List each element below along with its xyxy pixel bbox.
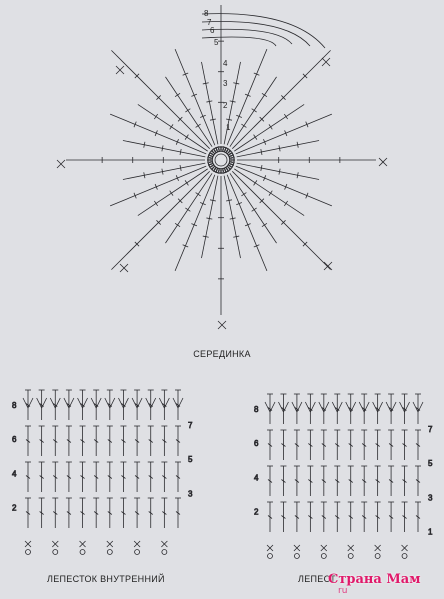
single-crochet-symbol (80, 541, 86, 547)
row-number-right: 7 (188, 421, 193, 430)
double-crochet-symbol (39, 390, 45, 420)
double-crochet-symbol (388, 502, 394, 532)
double-crochet-symbol (415, 466, 421, 496)
double-crochet-symbol (375, 466, 381, 496)
double-crochet-symbol (52, 390, 58, 420)
radial-stitch-spoke (230, 157, 377, 163)
center-ring (215, 154, 227, 166)
round-number-label: 2 (223, 101, 228, 110)
double-crochet-symbol (415, 394, 421, 424)
double-crochet-symbol (161, 390, 167, 420)
double-crochet-symbol (80, 462, 86, 492)
double-crochet-symbol (148, 498, 154, 528)
radial-stitch-spoke (229, 140, 319, 160)
double-crochet-symbol (52, 498, 58, 528)
double-crochet-symbol (388, 430, 394, 460)
double-crochet-symbol (388, 466, 394, 496)
radial-stitch-spoke (221, 168, 241, 258)
double-crochet-symbol (66, 390, 72, 420)
spoke-end-chain (322, 58, 330, 66)
double-crochet-symbol (307, 394, 313, 424)
double-crochet-symbol (334, 394, 340, 424)
double-crochet-symbol (80, 426, 86, 456)
chain-stitch-symbol (294, 554, 299, 559)
double-crochet-symbol (267, 502, 273, 532)
double-crochet-symbol (348, 430, 354, 460)
center-motif-chart (57, 5, 387, 329)
round-arcs (202, 14, 325, 48)
double-crochet-symbol (66, 426, 72, 456)
double-crochet-symbol (52, 426, 58, 456)
double-crochet-symbol (348, 466, 354, 496)
double-crochet-symbol (321, 466, 327, 496)
single-crochet-symbol (294, 545, 300, 551)
double-crochet-symbol (321, 502, 327, 532)
double-crochet-symbol (107, 462, 113, 492)
row-number-left: 2 (254, 507, 259, 517)
double-crochet-symbol (25, 462, 31, 492)
chain-stitch-symbol (321, 554, 326, 559)
single-crochet-symbol (107, 541, 113, 547)
spoke-end-chain (379, 158, 387, 166)
single-crochet-symbol (402, 545, 408, 551)
chain-stitch-symbol (348, 554, 353, 559)
double-crochet-symbol (334, 502, 340, 532)
double-crochet-symbol (93, 426, 99, 456)
radial-stitch-spoke (123, 140, 213, 160)
radial-stitch-spoke (111, 165, 215, 269)
radial-stitch-spoke (201, 62, 221, 152)
radial-stitch-spoke (201, 168, 221, 258)
round-number-label: 4 (223, 59, 228, 68)
radial-stitch-spoke (229, 160, 319, 180)
single-crochet-symbol (267, 545, 273, 551)
double-crochet-symbol (321, 430, 327, 460)
double-crochet-symbol (321, 394, 327, 424)
double-crochet-symbol (294, 394, 300, 424)
round-number-label: 7 (207, 18, 212, 27)
double-crochet-symbol (280, 502, 286, 532)
double-crochet-symbol (375, 502, 381, 532)
watermark-subtext: ru (338, 586, 348, 596)
double-crochet-symbol (107, 426, 113, 456)
spoke-end-chain (116, 66, 124, 74)
double-crochet-symbol (120, 462, 126, 492)
round-number-label: 3 (223, 79, 228, 88)
chain-stitch-symbol (402, 554, 407, 559)
double-crochet-symbol (307, 430, 313, 460)
round-number-label: 5 (214, 38, 219, 47)
spoke-end-chain (324, 262, 332, 270)
double-crochet-symbol (375, 430, 381, 460)
row-number-left: 6 (254, 439, 259, 449)
radial-stitch-spoke (226, 50, 330, 154)
double-crochet-symbol (415, 430, 421, 460)
double-crochet-symbol (120, 390, 126, 420)
inner-petal-caption: ЛЕПЕСТОК ВНУТРЕННИЙ (47, 574, 165, 584)
double-crochet-symbol (134, 462, 140, 492)
double-crochet-symbol (52, 462, 58, 492)
round-number-label: 1 (226, 123, 231, 132)
row-number-right: 5 (428, 459, 433, 469)
single-crochet-symbol (52, 541, 58, 547)
double-crochet-symbol (402, 430, 408, 460)
watermark-logo: Страна Мам (328, 572, 421, 587)
double-crochet-symbol (402, 502, 408, 532)
double-crochet-symbol (267, 430, 273, 460)
double-crochet-symbol (402, 394, 408, 424)
double-crochet-symbol (161, 498, 167, 528)
center-caption: СЕРЕДИНКА (193, 349, 251, 359)
round-number-labels (204, 9, 231, 132)
double-crochet-symbol (80, 390, 86, 420)
double-crochet-symbol (25, 390, 31, 420)
double-crochet-symbol (375, 394, 381, 424)
double-crochet-symbol (80, 498, 86, 528)
row-number-left: 6 (12, 435, 17, 445)
row-number-right: 1 (428, 527, 433, 537)
double-crochet-symbol (294, 466, 300, 496)
double-crochet-symbol (107, 390, 113, 420)
double-crochet-symbol (39, 426, 45, 456)
double-crochet-symbol (348, 394, 354, 424)
single-crochet-symbol (134, 541, 140, 547)
row-number-right: 5 (188, 455, 193, 465)
chain-stitch-symbol (375, 554, 380, 559)
chain-stitch-symbol (268, 554, 273, 559)
spoke-end-chain (218, 321, 226, 329)
double-crochet-symbol (148, 462, 154, 492)
double-crochet-symbol (361, 466, 367, 496)
spoke-end-chain (120, 264, 128, 272)
outer-petal-caption: ЛЕПЕСТ (298, 574, 336, 584)
radial-stitch-spoke (111, 50, 215, 154)
radial-stitch-spoke (218, 169, 224, 316)
double-crochet-symbol (280, 466, 286, 496)
single-crochet-symbol (25, 541, 31, 547)
double-crochet-symbol (307, 502, 313, 532)
double-crochet-symbol (175, 426, 181, 456)
double-crochet-symbol (161, 462, 167, 492)
row-number-left: 4 (254, 473, 259, 483)
double-crochet-symbol (175, 498, 181, 528)
row-number-right: 3 (428, 493, 433, 503)
double-crochet-symbol (25, 426, 31, 456)
spoke-end-chain (57, 160, 65, 168)
double-crochet-symbol (148, 426, 154, 456)
chain-stitch-symbol (80, 550, 85, 555)
chain-stitch-symbol (53, 550, 58, 555)
radial-stitch-spoke (66, 157, 213, 163)
row-number-left: 8 (254, 405, 259, 414)
double-crochet-symbol (267, 394, 273, 424)
radial-stitch-spoke (123, 160, 213, 180)
row-number-left: 8 (12, 401, 17, 410)
chain-stitch-symbol (107, 550, 112, 555)
double-crochet-symbol (348, 502, 354, 532)
chain-stitch-symbol (162, 550, 167, 555)
double-crochet-symbol (280, 394, 286, 424)
round-number-label: 8 (204, 9, 209, 18)
double-crochet-symbol (280, 430, 286, 460)
double-crochet-symbol (134, 498, 140, 528)
row-number-left: 2 (12, 503, 17, 513)
double-crochet-symbol (402, 466, 408, 496)
double-crochet-symbol (39, 462, 45, 492)
double-crochet-symbol (361, 502, 367, 532)
double-crochet-symbol (148, 390, 154, 420)
double-crochet-symbol (93, 498, 99, 528)
double-crochet-symbol (107, 498, 113, 528)
double-crochet-symbol (294, 502, 300, 532)
double-crochet-symbol (361, 430, 367, 460)
single-crochet-symbol (375, 545, 381, 551)
round-number-label: 6 (210, 26, 215, 35)
double-crochet-symbol (93, 462, 99, 492)
row-number-right: 7 (428, 425, 433, 434)
double-crochet-symbol (415, 502, 421, 532)
double-crochet-symbol (161, 426, 167, 456)
single-crochet-symbol (161, 541, 167, 547)
double-crochet-symbol (361, 394, 367, 424)
double-crochet-symbol (39, 498, 45, 528)
radial-stitch-spoke (226, 165, 330, 269)
single-crochet-symbol (348, 545, 354, 551)
double-crochet-symbol (388, 394, 394, 424)
double-crochet-symbol (267, 466, 273, 496)
double-crochet-symbol (120, 498, 126, 528)
outer-petal-chart (254, 394, 433, 559)
double-crochet-symbol (66, 498, 72, 528)
double-crochet-symbol (175, 462, 181, 492)
double-crochet-symbol (175, 390, 181, 420)
double-crochet-symbol (66, 462, 72, 492)
row-number-left: 4 (12, 469, 17, 479)
double-crochet-symbol (25, 498, 31, 528)
double-crochet-symbol (334, 430, 340, 460)
double-crochet-symbol (134, 426, 140, 456)
single-crochet-symbol (321, 545, 327, 551)
chain-stitch-symbol (26, 550, 31, 555)
row-number-right: 3 (188, 489, 193, 499)
double-crochet-symbol (307, 466, 313, 496)
chain-stitch-symbol (135, 550, 140, 555)
double-crochet-symbol (120, 426, 126, 456)
double-crochet-symbol (134, 390, 140, 420)
double-crochet-symbol (294, 430, 300, 460)
double-crochet-symbol (334, 466, 340, 496)
inner-petal-chart (12, 390, 193, 555)
double-crochet-symbol (93, 390, 99, 420)
